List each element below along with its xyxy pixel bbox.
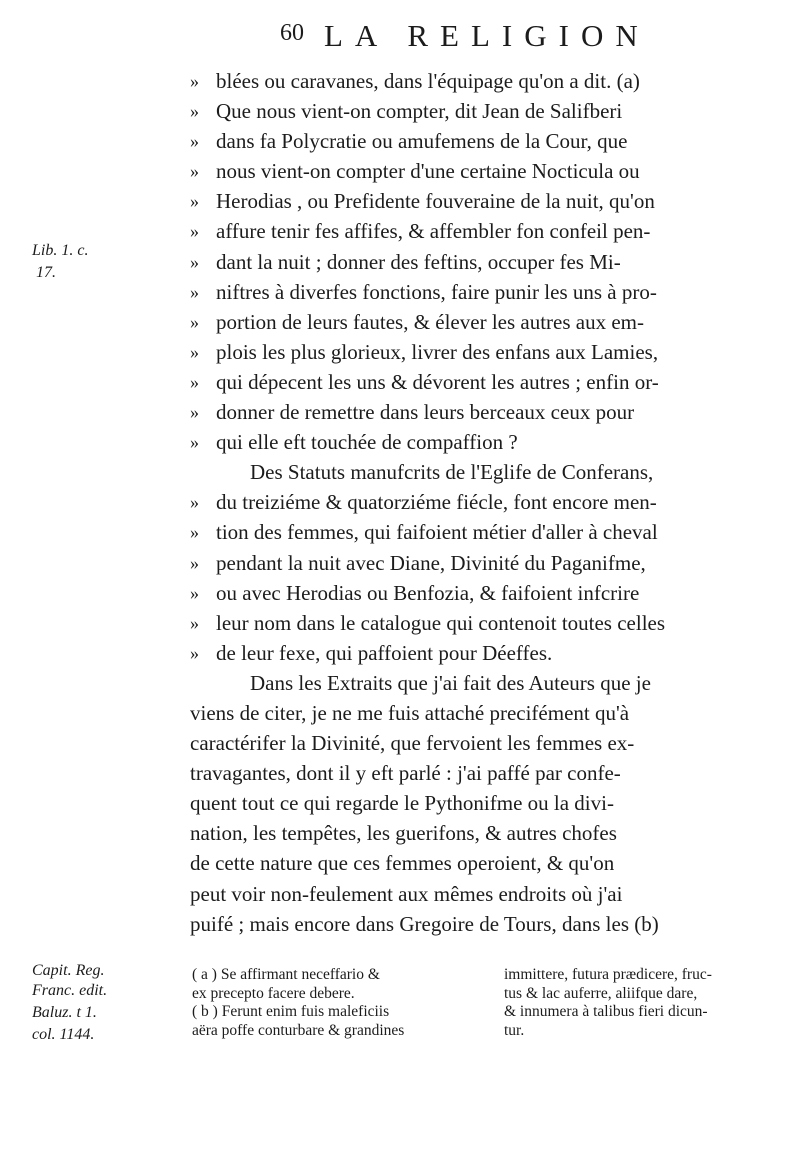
text-line: [190, 548, 780, 578]
footnote-line: aëra poffe conturbare & grandines: [192, 1021, 405, 1039]
line-text: qui elle eft touchée de compaffion ?: [216, 430, 518, 455]
text-line: [190, 608, 780, 638]
text-line: [190, 487, 780, 517]
running-title: LA RELIGION: [324, 18, 650, 53]
quote-mark: »: [190, 552, 199, 573]
quote-mark: »: [190, 71, 199, 91]
line-text: donner de remettre dans leurs berceaux ceux pour: [216, 400, 635, 425]
text-line: [190, 126, 780, 156]
margin-note-col: col. 1144.: [32, 1026, 95, 1043]
line-text: travagantes, dont il y eft parlé : j'ai paffé par confe-: [190, 761, 621, 786]
text-line: [190, 698, 780, 728]
text-line: [190, 337, 780, 367]
quote-mark: »: [190, 221, 199, 242]
text-line: [190, 909, 780, 939]
text-line: [190, 758, 780, 788]
quote-mark: »: [190, 371, 199, 392]
line-text: du treiziéme & quatorziéme fiécle, font encore men-: [216, 490, 657, 515]
line-text: leur nom dans le catalogue qui contenoit toutes celles: [216, 610, 666, 635]
footnote-line: tur.: [504, 1021, 525, 1039]
footnotes-right-column: [504, 966, 794, 1040]
line-text: de leur fexe, qui paffoient pour Déeffes.: [216, 640, 553, 665]
text-line: [190, 848, 780, 878]
line-text: blées ou caravanes, dans l'équipage qu'on a dit. (a): [216, 69, 640, 93]
footnote-line: ( a ) Se affirmant neceffario &: [192, 966, 380, 983]
quote-mark: »: [190, 311, 199, 332]
text-line: [190, 818, 780, 848]
text-line: [190, 96, 780, 126]
line-text: de cette nature que ces femmes operoient, & qu'on: [190, 851, 615, 876]
footnote-line: immittere, futura prædicere, fruc-: [504, 966, 712, 983]
footnotes-left-column: [192, 966, 492, 1040]
line-text: pendant la nuit avec Diane, Divinité du Paganifme,: [216, 550, 646, 575]
text-line: [190, 66, 780, 96]
margin-note-franc: Franc. edit.: [32, 982, 108, 999]
text-line: [190, 247, 780, 277]
line-text: dans fa Polycratie ou amufemens de la Cour, que: [216, 129, 628, 154]
text-line: [190, 457, 780, 487]
margin-note-lib: Lib. 1. c.: [32, 242, 89, 259]
quote-mark: »: [190, 281, 199, 302]
quote-mark: »: [190, 341, 199, 362]
page-number: 60: [280, 20, 304, 46]
line-text: Dans les Extraits que j'ai fait des Auteurs que je: [250, 670, 651, 695]
line-text: caractérifer la Divinité, que fervoient les femmes ex-: [190, 731, 635, 756]
quote-mark: »: [190, 492, 199, 513]
quote-mark: »: [190, 191, 199, 212]
quote-mark: »: [190, 101, 199, 122]
line-text: qui dépecent les uns & dévorent les autres ; enfin or-: [216, 369, 659, 394]
margin-note-chapter: 17.: [36, 264, 56, 281]
quote-mark: »: [190, 582, 199, 603]
margin-note-baluz: Baluz. t 1.: [32, 1004, 97, 1021]
margin-note-capit: Capit. Reg.: [32, 962, 105, 979]
line-text: nation, les tempêtes, les guerifons, & autres chofes: [190, 821, 617, 846]
line-text: affure tenir fes affifes, & affembler fon confeil pen-: [216, 219, 651, 244]
quote-mark: »: [190, 251, 199, 272]
quote-mark: »: [190, 612, 199, 633]
page-header: [280, 18, 740, 58]
line-text: Herodias , ou Prefidente fouveraine de la nuit, qu'on: [216, 189, 655, 214]
text-line: [190, 517, 780, 547]
footnote-line: ex precepto facere debere.: [192, 984, 355, 1002]
line-text: ou avec Herodias ou Benfozia, & faifoient infcrire: [216, 580, 640, 605]
footnote-line: & innumera à talibus fieri dicun-: [504, 1003, 708, 1021]
text-line: [190, 186, 780, 216]
text-line: [190, 156, 780, 186]
quote-mark: »: [190, 522, 199, 543]
line-text: portion de leurs fautes, & élever les autres aux em-: [216, 309, 645, 334]
quote-mark: »: [190, 432, 199, 453]
text-line: [190, 277, 780, 307]
text-line: [190, 397, 780, 427]
line-text: dant la nuit ; donner des feftins, occuper fes Mi-: [216, 249, 621, 274]
body-text: [190, 66, 780, 939]
line-text: puifé ; mais encore dans Gregoire de Tours, dans les (b): [190, 911, 659, 936]
footnote-line: tus & lac auferre, aliifque dare,: [504, 984, 698, 1002]
line-text: viens de citer, je ne me fuis attaché precifément qu'à: [190, 700, 630, 725]
quote-mark: »: [190, 642, 199, 663]
text-line: [190, 788, 780, 818]
line-text: peut voir non-feulement aux mêmes endroits où j'ai: [190, 881, 623, 906]
text-line: [190, 668, 780, 698]
text-line: [190, 427, 780, 457]
text-line: [190, 578, 780, 608]
quote-mark: »: [190, 402, 199, 423]
line-text: tion des femmes, qui faifoient métier d'aller à cheval: [216, 520, 658, 545]
footnote-line: ( b ) Ferunt enim fuis maleficiis: [192, 1003, 390, 1021]
line-text: Que nous vient-on compter, dit Jean de Salifberi: [216, 99, 623, 124]
line-text: Des Statuts manufcrits de l'Eglife de Conferans,: [250, 460, 654, 485]
text-line: [190, 307, 780, 337]
quote-mark: »: [190, 131, 199, 152]
text-line: [190, 638, 780, 668]
text-line: [190, 367, 780, 397]
line-text: niftres à diverfes fonctions, faire punir les uns à pro-: [216, 279, 657, 304]
quote-mark: »: [190, 161, 199, 182]
line-text: quent tout ce qui regarde le Pythonifme ou la divi-: [190, 791, 614, 816]
line-text: plois les plus glorieux, livrer des enfans aux Lamies,: [216, 339, 659, 364]
line-text: nous vient-on compter d'une certaine Nocticula ou: [216, 159, 640, 184]
text-line: [190, 216, 780, 246]
text-line: [190, 728, 780, 758]
text-line: [190, 879, 780, 909]
